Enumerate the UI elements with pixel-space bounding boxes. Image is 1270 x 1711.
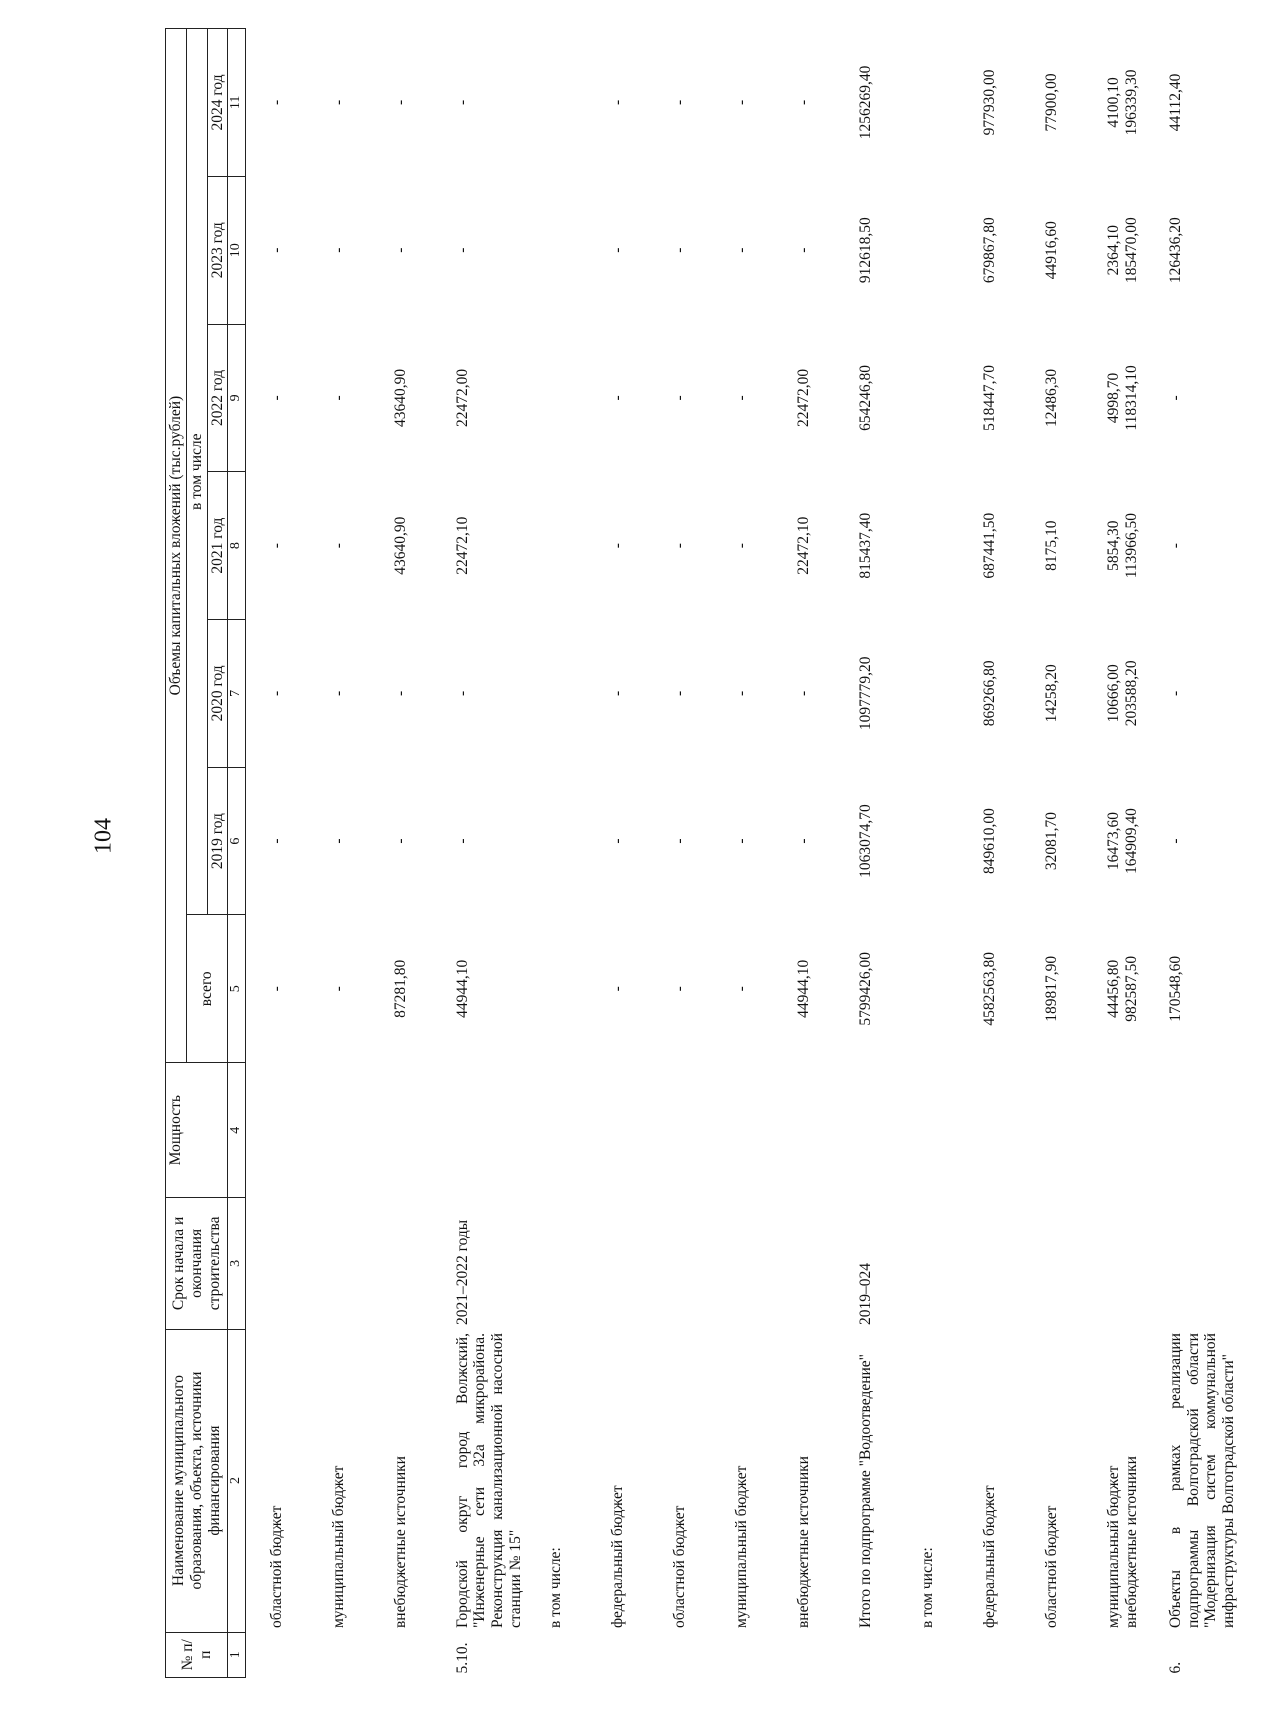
value-2023: - bbox=[267, 247, 285, 253]
row-capacity bbox=[1021, 1063, 1083, 1198]
value-2019: - bbox=[1166, 838, 1184, 844]
value-2020: 1097779,20 bbox=[856, 656, 874, 731]
header-year: 2020 год bbox=[207, 619, 228, 767]
value-2021: 43640,90 bbox=[391, 516, 409, 575]
row-name: муниципальный бюджет bbox=[329, 1465, 347, 1629]
row-no bbox=[649, 1632, 711, 1677]
value-2022: 22472,00 bbox=[794, 368, 812, 427]
value-2024: 4100,10 bbox=[1104, 77, 1122, 128]
table-row bbox=[370, 29, 432, 1678]
row-no bbox=[587, 1632, 649, 1677]
table-row bbox=[711, 29, 773, 1678]
value-2022: 4998,70 bbox=[1104, 372, 1122, 424]
value-2024: - bbox=[608, 99, 626, 105]
value-2022: - bbox=[1166, 395, 1184, 401]
row-period bbox=[370, 1198, 432, 1329]
capital-investment-table bbox=[165, 28, 1238, 1678]
row-no bbox=[1021, 1632, 1083, 1677]
column-number: 9 bbox=[228, 324, 245, 472]
value-2021-secondary: 113966,50 bbox=[1122, 512, 1140, 579]
row-no bbox=[1083, 1632, 1145, 1677]
value-2022: - bbox=[608, 395, 626, 401]
row-capacity bbox=[711, 1063, 773, 1198]
value-2024-pair bbox=[1083, 29, 1145, 177]
value-total: 44944,10 bbox=[453, 959, 471, 1018]
value-2022: - bbox=[329, 395, 347, 401]
value-2024: - bbox=[670, 99, 688, 105]
row-name: муниципальный бюджет bbox=[1104, 1465, 1122, 1629]
table-row bbox=[897, 29, 959, 1678]
column-number: 4 bbox=[228, 1063, 245, 1198]
row-period bbox=[525, 1198, 587, 1329]
header-year: 2021 год bbox=[207, 472, 228, 620]
value-2024 bbox=[525, 29, 587, 177]
column-number: 10 bbox=[228, 176, 245, 324]
value-2023: 44916,60 bbox=[1042, 221, 1060, 280]
value-2023 bbox=[897, 176, 959, 324]
row-no bbox=[245, 1632, 308, 1677]
value-2019: - bbox=[732, 838, 750, 844]
row-period bbox=[245, 1198, 308, 1329]
row-period bbox=[1145, 1198, 1238, 1329]
row-capacity bbox=[245, 1063, 308, 1198]
row-capacity bbox=[959, 1063, 1021, 1198]
value-2020: - bbox=[608, 690, 626, 696]
value-2022: - bbox=[670, 395, 688, 401]
value-total: 170548,60 bbox=[1166, 955, 1184, 1022]
column-number: 2 bbox=[228, 1329, 245, 1632]
value-2021 bbox=[525, 472, 587, 620]
value-2019: - bbox=[329, 838, 347, 844]
value-total-secondary: 982587,50 bbox=[1122, 955, 1140, 1022]
header-capacity: Мощность bbox=[166, 1063, 228, 1198]
header-year: 2019 год bbox=[207, 767, 228, 915]
table-row bbox=[525, 29, 587, 1678]
value-2023: - bbox=[391, 247, 409, 253]
header-year: 2024 год bbox=[207, 29, 228, 177]
table-row bbox=[245, 29, 308, 1678]
row-no bbox=[773, 1632, 835, 1677]
row-capacity bbox=[773, 1063, 835, 1198]
value-2022: 518447,70 bbox=[980, 364, 998, 431]
value-2019: - bbox=[670, 838, 688, 844]
value-2021: - bbox=[670, 543, 688, 549]
value-2022-secondary: 118314,10 bbox=[1122, 365, 1140, 431]
row-period bbox=[308, 1198, 370, 1329]
table-row bbox=[773, 29, 835, 1678]
value-2020 bbox=[525, 619, 587, 767]
value-2022 bbox=[897, 324, 959, 472]
row-period bbox=[587, 1198, 649, 1329]
value-2019: 16473,60 bbox=[1104, 812, 1122, 871]
value-2024: - bbox=[391, 99, 409, 105]
row-name: внебюджетные источники bbox=[391, 1456, 409, 1629]
value-2019: - bbox=[453, 838, 471, 844]
row-capacity bbox=[370, 1063, 432, 1198]
value-2024-secondary: 196339,30 bbox=[1122, 69, 1140, 136]
value-2019: - bbox=[391, 838, 409, 844]
value-2021: 8175,10 bbox=[1042, 520, 1060, 571]
value-2021-pair bbox=[1083, 472, 1145, 620]
row-name: муниципальный бюджет bbox=[732, 1465, 750, 1629]
page-number: 104 bbox=[90, 818, 117, 854]
value-2021: - bbox=[1166, 543, 1184, 549]
value-2022: - bbox=[267, 395, 285, 401]
value-2023: - bbox=[732, 247, 750, 253]
column-number: 11 bbox=[228, 29, 245, 177]
value-2023: - bbox=[670, 247, 688, 253]
value-2020: - bbox=[267, 690, 285, 696]
value-2023: 679867,80 bbox=[980, 217, 998, 284]
value-2021: 5854,30 bbox=[1104, 520, 1122, 571]
value-total bbox=[525, 915, 587, 1063]
value-2020-pair bbox=[1083, 619, 1145, 767]
value-2019-pair bbox=[1083, 767, 1145, 915]
value-2022 bbox=[525, 324, 587, 472]
value-2024: - bbox=[329, 99, 347, 105]
value-total: 87281,80 bbox=[391, 959, 409, 1018]
value-total: - bbox=[732, 986, 750, 992]
value-total: 189817,90 bbox=[1042, 955, 1060, 1022]
value-2021 bbox=[897, 472, 959, 620]
value-2023: 126436,20 bbox=[1166, 217, 1184, 284]
row-capacity bbox=[897, 1063, 959, 1198]
table-row bbox=[1083, 29, 1145, 1678]
value-2024 bbox=[897, 29, 959, 177]
value-2020: - bbox=[794, 690, 812, 696]
row-period: 2019–024 bbox=[856, 1263, 874, 1326]
value-2021: 815437,40 bbox=[856, 512, 874, 579]
header-period: Срок начала и окончания строительства bbox=[166, 1198, 228, 1329]
value-2021: 22472,10 bbox=[794, 516, 812, 575]
value-2020: 14258,20 bbox=[1042, 664, 1060, 723]
header-including: в том числе bbox=[186, 29, 207, 915]
value-2020: 869266,80 bbox=[980, 660, 998, 727]
value-2023: - bbox=[794, 247, 812, 253]
value-2019 bbox=[897, 767, 959, 915]
value-2020: - bbox=[1166, 690, 1184, 696]
column-number: 8 bbox=[228, 472, 245, 620]
value-total: 5799426,00 bbox=[856, 951, 874, 1026]
value-2024: - bbox=[794, 99, 812, 105]
table-row bbox=[649, 29, 711, 1678]
row-no: 5.10. bbox=[453, 1642, 471, 1674]
value-2019-secondary: 164909,40 bbox=[1122, 808, 1140, 874]
value-2023: 2364,10 bbox=[1104, 225, 1122, 276]
table-row bbox=[587, 29, 649, 1678]
row-name: федеральный бюджет bbox=[980, 1485, 998, 1629]
value-2022: 654246,80 bbox=[856, 364, 874, 431]
value-2024: - bbox=[453, 99, 471, 105]
value-2021: 687441,50 bbox=[980, 512, 998, 579]
header-volumes: Объемы капитальных вложений (тыс.рублей) bbox=[166, 29, 187, 1063]
value-2021: 22472,10 bbox=[453, 516, 471, 575]
row-name: федеральный бюджет bbox=[608, 1485, 626, 1629]
value-2022: - bbox=[732, 395, 750, 401]
value-total: - bbox=[608, 986, 626, 992]
row-name: Объекты в рамках реализации подпрограммы Волгоградской области "Модернизация систем коммунальной инфраструктуры Волгоградской области" bbox=[1166, 1333, 1238, 1629]
row-name: Итого по подпрограмме "Водоотведение" bbox=[856, 1353, 874, 1629]
value-2023: 912618,50 bbox=[856, 217, 874, 284]
value-2022: 22472,00 bbox=[453, 368, 471, 427]
value-total bbox=[897, 915, 959, 1063]
row-name: областной бюджет bbox=[267, 1505, 285, 1629]
row-name: в том числе: bbox=[918, 1547, 936, 1629]
row-name-pair bbox=[1083, 1329, 1145, 1632]
row-period bbox=[959, 1198, 1021, 1329]
value-total: 4582563,80 bbox=[980, 951, 998, 1026]
value-2022: 43640,90 bbox=[391, 368, 409, 427]
row-capacity bbox=[1083, 1063, 1145, 1198]
value-2024: 77900,00 bbox=[1042, 73, 1060, 132]
row-no bbox=[308, 1632, 370, 1677]
value-2023 bbox=[525, 176, 587, 324]
row-period bbox=[897, 1198, 959, 1329]
header-year: 2022 год bbox=[207, 324, 228, 472]
table-row bbox=[835, 29, 897, 1678]
row-period bbox=[711, 1198, 773, 1329]
header-no: № п/п bbox=[166, 1632, 228, 1677]
value-total: - bbox=[267, 986, 285, 992]
row-name-secondary: внебюджетные источники bbox=[1122, 1456, 1140, 1629]
row-no: 6. bbox=[1166, 1661, 1184, 1674]
value-2021: - bbox=[329, 543, 347, 549]
row-no bbox=[525, 1632, 587, 1677]
header-name: Наименование муниципального образования, объекта, источники финансирования bbox=[166, 1329, 228, 1632]
column-number: 3 bbox=[228, 1198, 245, 1329]
row-period bbox=[1083, 1198, 1145, 1329]
table-body bbox=[245, 29, 1238, 1678]
row-name: внебюджетные источники bbox=[794, 1456, 812, 1629]
row-period bbox=[773, 1198, 835, 1329]
header-year: 2023 год bbox=[207, 176, 228, 324]
value-2019 bbox=[525, 767, 587, 915]
header-total: всего bbox=[186, 915, 228, 1063]
row-no bbox=[897, 1632, 959, 1677]
value-2019: - bbox=[794, 838, 812, 844]
value-2020-secondary: 203588,20 bbox=[1122, 660, 1140, 727]
table-row bbox=[959, 29, 1021, 1678]
row-name: Городской округ город Волжский, "Инженерные сети 32а микрорайона. Реконструкция канализационной насосной станции № 15" bbox=[453, 1333, 524, 1629]
row-name: в том числе: bbox=[546, 1547, 564, 1629]
row-no bbox=[711, 1632, 773, 1677]
value-2020: 10666,00 bbox=[1104, 664, 1122, 723]
value-2020: - bbox=[453, 690, 471, 696]
row-no bbox=[835, 1632, 897, 1677]
row-period: 2021–2022 годы bbox=[453, 1219, 471, 1326]
row-no bbox=[959, 1632, 1021, 1677]
table-row bbox=[1145, 29, 1238, 1678]
value-2019: - bbox=[608, 838, 626, 844]
value-total: - bbox=[329, 986, 347, 992]
table-row bbox=[432, 29, 525, 1678]
value-2022: 12486,30 bbox=[1042, 368, 1060, 427]
row-period bbox=[649, 1198, 711, 1329]
value-2023: - bbox=[608, 247, 626, 253]
value-2024: 44112,40 bbox=[1166, 73, 1184, 132]
row-capacity bbox=[308, 1063, 370, 1198]
row-name: областной бюджет bbox=[670, 1505, 688, 1629]
value-2019: 1063074,70 bbox=[856, 804, 874, 878]
value-total-pair bbox=[1083, 915, 1145, 1063]
row-capacity bbox=[587, 1063, 649, 1198]
value-total: 44944,10 bbox=[794, 959, 812, 1018]
row-capacity bbox=[1145, 1063, 1238, 1198]
table-header bbox=[166, 29, 246, 1678]
value-2024: - bbox=[267, 99, 285, 105]
value-2019: 32081,70 bbox=[1042, 812, 1060, 871]
value-2022-pair bbox=[1083, 324, 1145, 472]
value-2023-secondary: 185470,00 bbox=[1122, 217, 1140, 284]
row-period bbox=[1021, 1198, 1083, 1329]
value-2023: - bbox=[329, 247, 347, 253]
value-total: - bbox=[670, 986, 688, 992]
value-2024: - bbox=[732, 99, 750, 105]
value-2021: - bbox=[267, 543, 285, 549]
value-2020: - bbox=[391, 690, 409, 696]
column-number-row bbox=[228, 29, 245, 1678]
value-total: 44456,80 bbox=[1104, 959, 1122, 1018]
row-capacity bbox=[835, 1063, 897, 1198]
rotated-sheet bbox=[120, 0, 1270, 1710]
row-capacity bbox=[649, 1063, 711, 1198]
value-2019: - bbox=[267, 838, 285, 844]
column-number: 1 bbox=[228, 1632, 245, 1677]
value-2021: - bbox=[732, 543, 750, 549]
row-capacity bbox=[525, 1063, 587, 1198]
table-row bbox=[308, 29, 370, 1678]
column-number: 5 bbox=[228, 915, 245, 1063]
value-2024: 977930,00 bbox=[980, 69, 998, 136]
row-no bbox=[370, 1632, 432, 1677]
value-2019: 849610,00 bbox=[980, 808, 998, 874]
value-2024: 1256269,40 bbox=[856, 65, 874, 140]
value-2021: - bbox=[608, 543, 626, 549]
value-2020: - bbox=[670, 690, 688, 696]
value-2020: - bbox=[732, 690, 750, 696]
value-2023: - bbox=[453, 247, 471, 253]
value-2020: - bbox=[329, 690, 347, 696]
column-number: 6 bbox=[228, 767, 245, 915]
row-capacity bbox=[432, 1063, 525, 1198]
table-row bbox=[1021, 29, 1083, 1678]
value-2023-pair bbox=[1083, 176, 1145, 324]
value-2020 bbox=[897, 619, 959, 767]
column-number: 7 bbox=[228, 619, 245, 767]
row-name: областной бюджет bbox=[1042, 1505, 1060, 1629]
